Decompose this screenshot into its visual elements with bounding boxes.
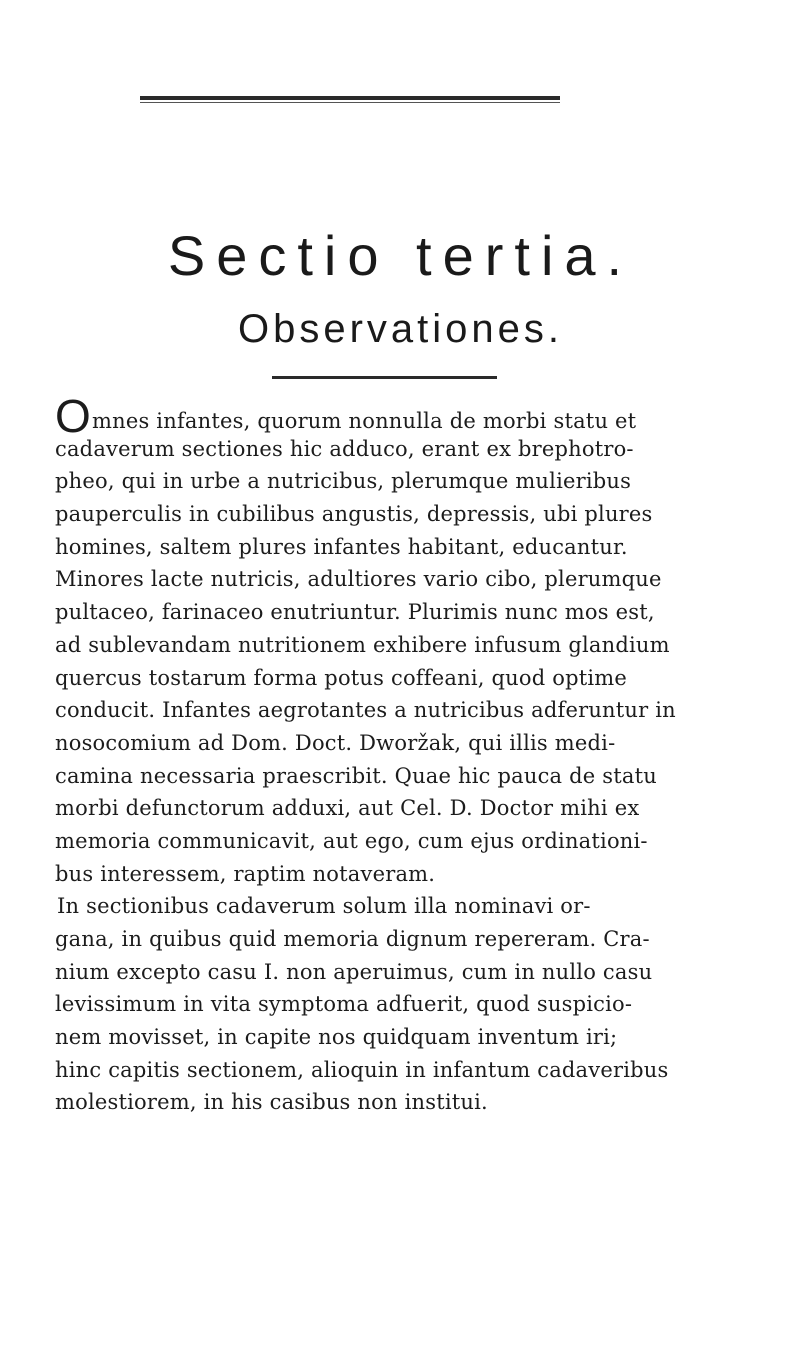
initial-letter: O: [55, 390, 91, 442]
text-line: pheo, qui in urbe a nutricibus, plerumque mulieribus: [55, 469, 632, 494]
text-line: quercus tostarum forma potus coffeani, quod optime: [55, 665, 628, 690]
text-line: memoria communicavit, aut ego, cum ejus ordinationi-: [55, 828, 648, 853]
text-line: morbi defunctorum adduxi, aut Cel. D. Doctor mihi ex: [55, 796, 640, 821]
section-subtitle: Observationes.: [237, 307, 564, 351]
text-line: Minores lacte nutricis, adultiores vario cibo, plerumque: [55, 567, 662, 592]
section-title: Sectio tertia.: [167, 224, 634, 287]
body-text: [55, 390, 770, 1119]
top-ornamental-rule: [140, 96, 560, 100]
text-line: molestiorem, in his casibus non institui.: [55, 1090, 488, 1115]
text-line: homines, saltem plures infantes habitant, educantur.: [55, 534, 628, 559]
text-line: cadaverum sectiones hic adduco, erant ex brephotro-: [55, 436, 634, 461]
text-line: nem movisset, in capite nos quidquam inventum iri;: [55, 1025, 618, 1050]
text-line: camina necessaria praescribit. Quae hic pauca de statu: [55, 763, 657, 788]
text-line: levissimum in vita symptoma adfuerit, quod suspicio-: [55, 992, 633, 1017]
text-line: conducit. Infantes aegrotantes a nutricibus adferuntur in: [55, 698, 676, 723]
text-line: nium excepto casu I. non aperuimus, cum in nullo casu: [55, 959, 653, 984]
text-line: pultaceo, farinaceo enutriuntur. Plurimis nunc mos est,: [55, 600, 655, 625]
text-line: pauperculis in cubilibus angustis, depressis, ubi plures: [55, 502, 653, 527]
divider-rule: [272, 376, 497, 379]
text-line: [55, 390, 770, 442]
text-line: In sectionibus cadaverum solum illa nominavi or-: [57, 894, 591, 919]
text-line: gana, in quibus quid memoria dignum repereram. Cra-: [55, 927, 650, 951]
text-line: ad sublevandam nutritionem exhibere infusum glandium: [55, 632, 670, 657]
text-line: hinc capitis sectionem, alioquin in infantum cadaveribus: [55, 1057, 669, 1082]
text-line: nosocomium ad Dom. Doct. Dworžak, qui illis medi-: [55, 730, 616, 755]
text-line: bus interessem, raptim notaveram.: [55, 861, 436, 886]
text-line-content: mnes infantes, quorum nonnulla de morbi statu et: [91, 409, 637, 433]
